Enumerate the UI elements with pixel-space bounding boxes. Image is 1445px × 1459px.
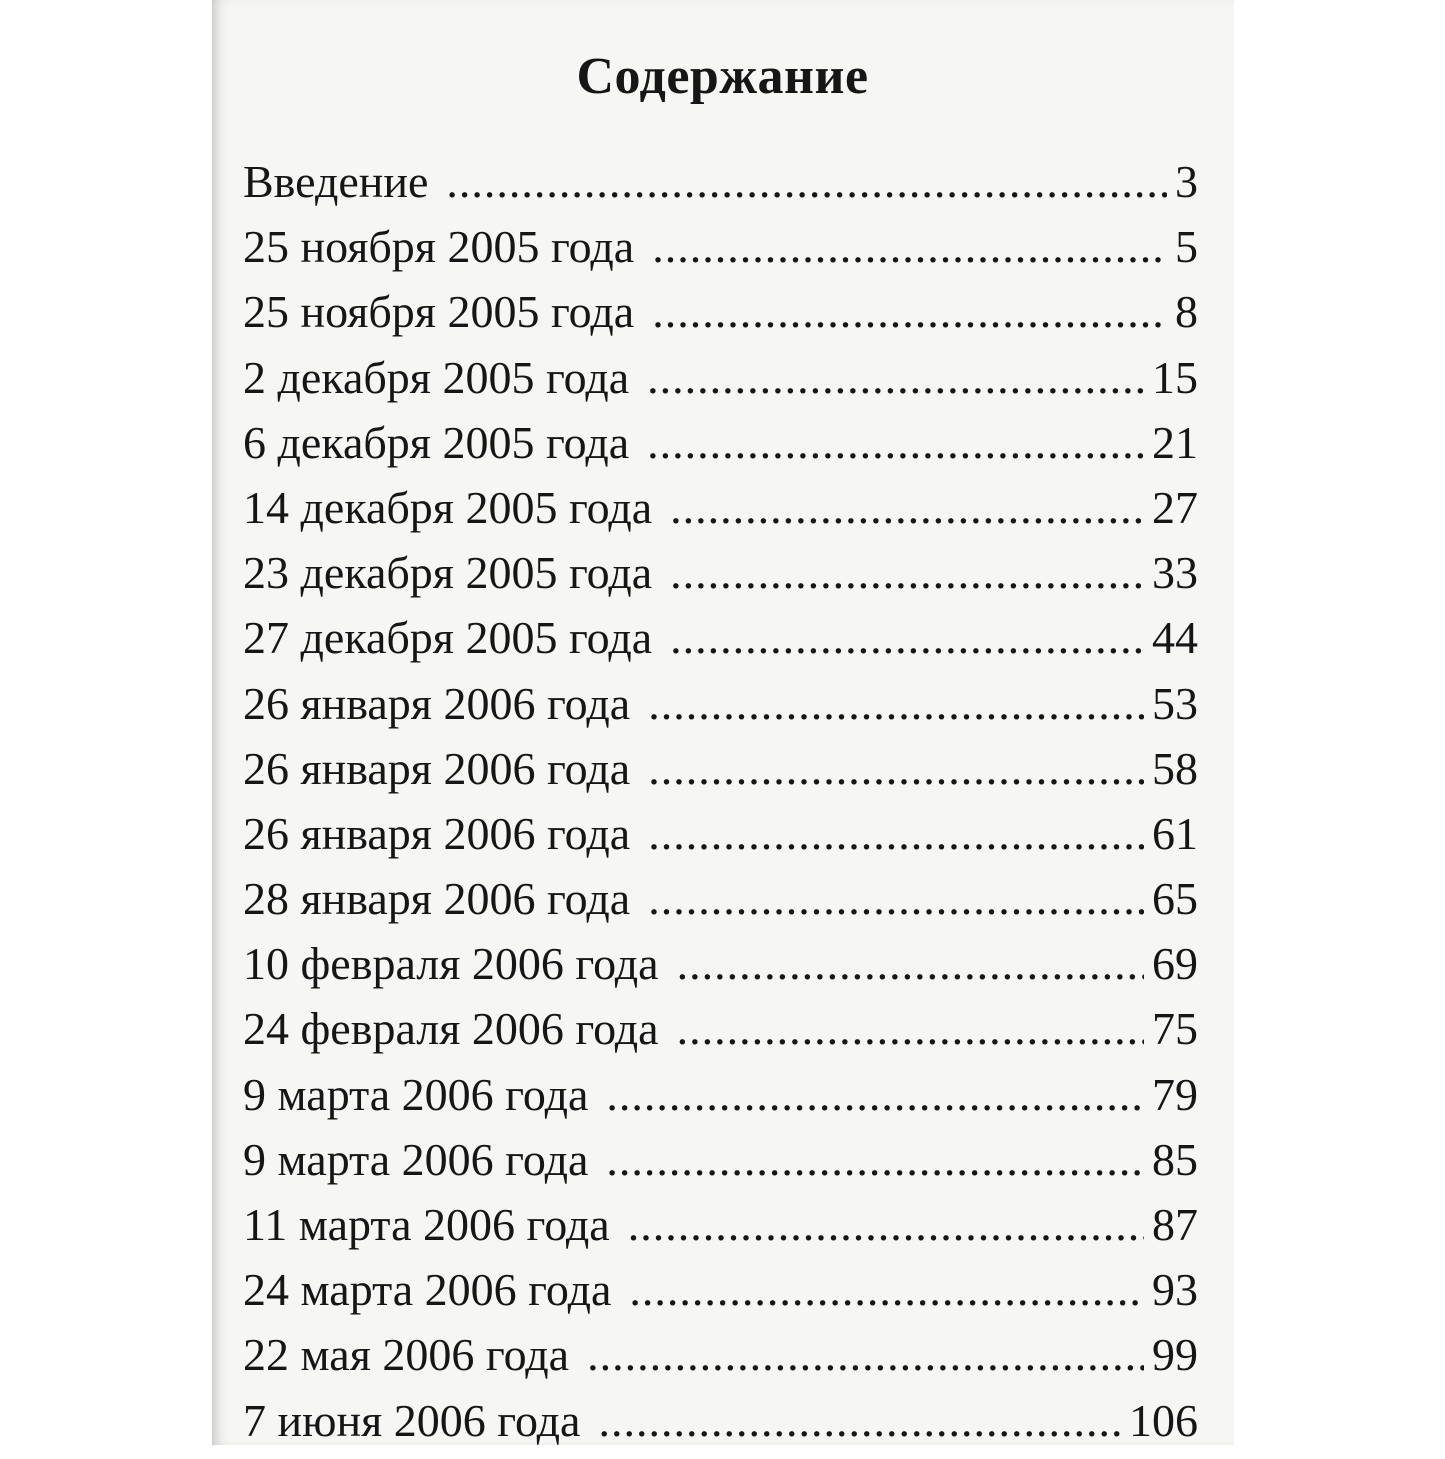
toc-entry-label: 25 ноября 2005 года xyxy=(243,221,635,273)
dot-leader xyxy=(652,285,1167,338)
toc-entry-label: 25 ноября 2005 года xyxy=(243,286,635,338)
dot-leader xyxy=(647,416,1144,469)
dot-leader xyxy=(628,1198,1144,1251)
toc-entry-label: 7 июня 2006 года xyxy=(243,1394,581,1446)
toc-entry xyxy=(243,351,1198,416)
page-title: Содержание xyxy=(576,47,869,105)
dot-leader xyxy=(670,481,1144,534)
toc-entry-label: 24 марта 2006 года xyxy=(243,1264,612,1316)
toc-entry-label: 6 декабря 2005 года xyxy=(243,416,630,468)
toc-entry-page: 3 xyxy=(1175,156,1198,207)
toc-entry-label: 23 декабря 2005 года xyxy=(243,547,653,599)
table-of-contents xyxy=(243,155,1198,1459)
toc-entry xyxy=(243,677,1198,742)
toc-entry-label: 28 января 2006 года xyxy=(243,873,631,925)
toc-entry-label: 26 января 2006 года xyxy=(243,742,631,794)
dot-leader xyxy=(670,611,1144,664)
dot-leader xyxy=(648,742,1144,795)
toc-entry xyxy=(243,872,1198,937)
dot-leader xyxy=(648,807,1144,860)
toc-entry-page: 99 xyxy=(1152,1329,1198,1381)
toc-entry-page: 15 xyxy=(1152,351,1198,403)
toc-entry-label: Введение xyxy=(243,156,429,207)
dot-leader xyxy=(446,155,1167,208)
toc-entry xyxy=(243,220,1198,285)
toc-entry xyxy=(243,611,1198,676)
toc-entry-page: 61 xyxy=(1152,807,1198,859)
dot-leader xyxy=(647,351,1144,404)
toc-entry-page: 33 xyxy=(1152,547,1198,599)
toc-entry-page: 87 xyxy=(1152,1199,1198,1250)
toc-entry-label: 2 декабря 2005 года xyxy=(243,351,630,403)
toc-entry-page: 27 xyxy=(1152,481,1198,533)
toc-entry-page: 106 xyxy=(1129,1394,1198,1446)
toc-entry-label: 24 февраля 2006 года xyxy=(243,1003,659,1055)
toc-entry xyxy=(243,1002,1198,1067)
toc-entry xyxy=(243,416,1198,481)
toc-entry-page: 65 xyxy=(1152,873,1198,925)
toc-entry-page: 58 xyxy=(1152,742,1198,794)
toc-entry xyxy=(243,807,1198,872)
toc-entry xyxy=(243,155,1198,220)
dot-leader xyxy=(587,1328,1144,1381)
toc-entry xyxy=(243,1394,1198,1459)
toc-entry-label: 9 марта 2006 года xyxy=(243,1068,589,1120)
toc-entry-label: 22 мая 2006 года xyxy=(243,1329,570,1381)
dot-leader xyxy=(606,1133,1144,1186)
toc-entry-label: 9 марта 2006 года xyxy=(243,1133,589,1185)
toc-entry-page: 85 xyxy=(1152,1133,1198,1185)
toc-entry-page: 69 xyxy=(1152,938,1198,990)
toc-entry xyxy=(243,546,1198,611)
toc-entry xyxy=(243,481,1198,546)
toc-entry-label: 10 февраля 2006 года xyxy=(243,938,659,990)
toc-entry-label: 26 января 2006 года xyxy=(243,807,631,859)
toc-entry-page: 53 xyxy=(1152,677,1198,729)
toc-entry xyxy=(243,1198,1198,1263)
toc-entry xyxy=(243,1263,1198,1328)
toc-entry xyxy=(243,1328,1198,1393)
toc-entry-label: 14 декабря 2005 года xyxy=(243,481,653,533)
dot-leader xyxy=(670,546,1144,599)
dot-leader xyxy=(677,1002,1144,1055)
toc-entry xyxy=(243,1133,1198,1198)
toc-entry xyxy=(243,937,1198,1002)
toc-entry-label: 11 марта 2006 года xyxy=(243,1199,610,1250)
dot-leader xyxy=(652,220,1167,273)
toc-entry xyxy=(243,742,1198,807)
toc-entry-page: 44 xyxy=(1152,612,1198,664)
toc-entry xyxy=(243,1068,1198,1133)
toc-entry xyxy=(243,285,1198,350)
dot-leader xyxy=(648,872,1144,925)
dot-leader xyxy=(629,1263,1144,1316)
toc-entry-page: 5 xyxy=(1175,221,1198,273)
toc-entry-label: 26 января 2006 года xyxy=(243,677,631,729)
toc-entry-page: 75 xyxy=(1152,1003,1198,1055)
dot-leader xyxy=(606,1068,1144,1121)
dot-leader xyxy=(648,677,1144,730)
dot-leader xyxy=(677,937,1144,990)
dot-leader xyxy=(598,1394,1121,1447)
toc-entry-label: 27 декабря 2005 года xyxy=(243,612,653,664)
toc-entry-page: 93 xyxy=(1152,1264,1198,1316)
toc-entry-page: 8 xyxy=(1175,286,1198,338)
toc-entry-page: 21 xyxy=(1152,416,1198,468)
toc-entry-page: 79 xyxy=(1152,1068,1198,1120)
